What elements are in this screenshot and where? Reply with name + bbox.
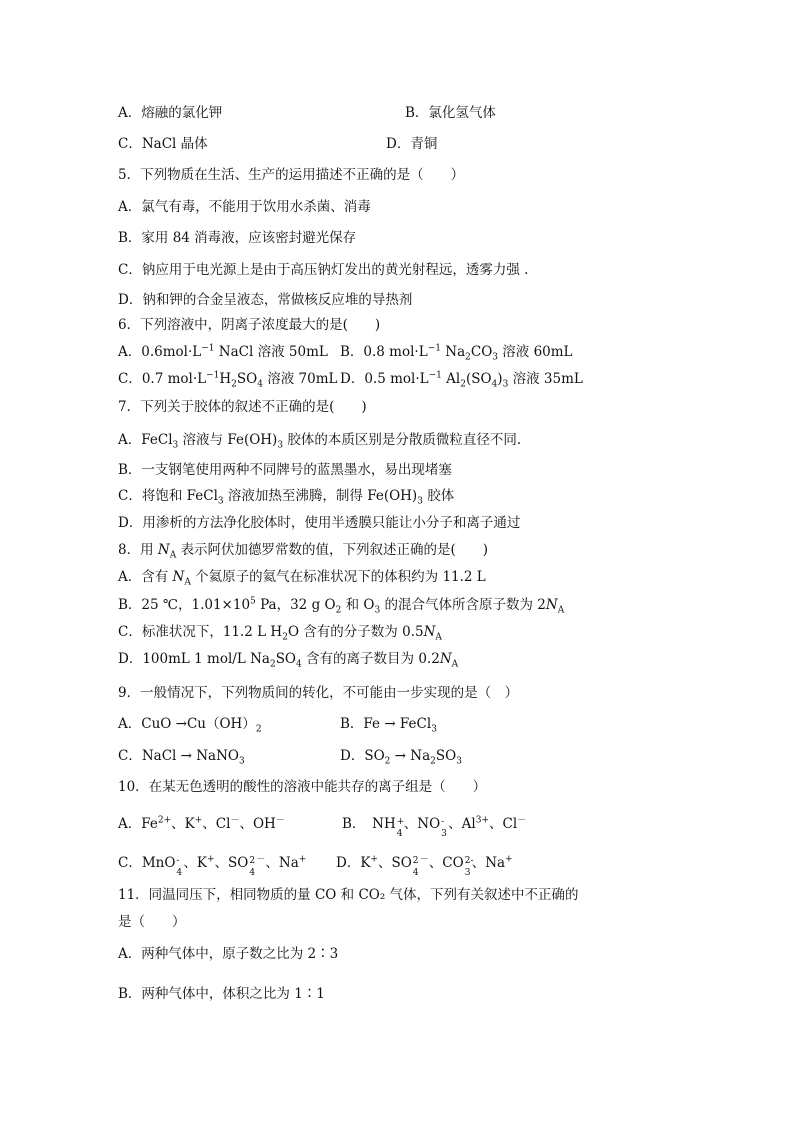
q4-option-d: D．青铜 xyxy=(386,136,438,152)
q6-stem: 6．下列溶液中，阴离子浓度最大的是( ) xyxy=(118,317,381,333)
q8-option-c-tail: 含有的分子数为 0.5 xyxy=(303,624,424,640)
q11-stem-line2: 是（ ） xyxy=(118,914,186,930)
q8-option-b: B．25 ℃，$1.01\times 10^5$ Pa，32 g $O_2$ 和 $O_3$ 的混合气体所含原子数为 $2N_A$ xyxy=(118,596,565,616)
q7-option-c: C．将饱和 FeCl$_3$ 溶液加热至沸腾，制得 $Fe(OH)_3$ 胶体 xyxy=(118,488,455,507)
q9-option-b: B．Fe → FeCl$_3$ xyxy=(340,716,437,735)
q9-option-c: C．NaCl → NaNO$_3$ xyxy=(118,748,245,767)
q10-option-a: A．$Fe^{2+}$、K+、Cl－、OH－ xyxy=(118,815,285,832)
q5-option-d: D．钠和钾的合金呈液态，常做核反应堆的导热剂 xyxy=(118,292,413,308)
q6-option-b: B．0.8 $mol\cdot L^{-1}$ $Na_2CO_3$ 溶液 60mL xyxy=(340,343,573,363)
q10-option-c: C．MnO - 4 、K+、SO 2 4 －、Na+ xyxy=(118,854,307,878)
q8-option-a: A．含有 $N_A$ 个氦原子的氦气在标准状况下的体积约为 11.2 L xyxy=(118,569,486,588)
q7-option-b: B．一支钢笔使用两种不同牌号的蓝黑墨水，易出现堵塞 xyxy=(118,462,452,478)
q4-option-c: C．NaCl 晶体 xyxy=(118,136,208,152)
q9-stem: 9．一般情况下，下列物质间的转化，不可能由一步实现的是（ ） xyxy=(118,685,519,701)
q8-option-c: C．标准状况下，11.2 L $H_2O$ 含有的分子数为 $0.5N_A$ xyxy=(118,624,442,643)
q6-option-c: C．0.7 $mol\cdot L^{-1}H_2SO_4$ 溶液 70mL xyxy=(118,370,338,390)
q5-option-a: A．氯气有毒，不能用于饮用水杀菌、消毒 xyxy=(118,199,371,215)
q10-stem: 10．在某无色透明的酸性的溶液中能共存的离子组是（ ） xyxy=(118,779,487,795)
q4-option-a: A．熔融的氯化钾 xyxy=(118,105,223,121)
q6-option-d: D．0.5 $mol\cdot L^{-1}$ $Al_2(SO_4)_3$ 溶液 35mL xyxy=(340,370,583,390)
q6-option-a: A．$0.6mol\cdot L^{-1}$ NaCl 溶液 50mL xyxy=(118,343,328,360)
q9-option-d: D．$SO_2 \to Na_2SO_3$ xyxy=(340,748,462,767)
q9-option-a: A．CuO $\to Cu(OH)_2$ xyxy=(118,716,262,735)
q5-option-b: B．家用 84 消毒液，应该密封避光保存 xyxy=(118,230,357,246)
q10-option-d: D．K+、SO 2 4 －、CO 2- 3 、Na+ xyxy=(336,854,513,878)
q11-option-a: A．两种气体中，原子数之比为 2∶3 xyxy=(118,946,339,962)
q8-option-d: D．100mL 1 mol/L $Na_2SO_4$ 含有的离子数目为 $0.2N_A$ xyxy=(118,651,459,670)
q5-option-c: C．钠应用于电光源上是由于高压钠灯发出的黄光射程远，透雾力强 . xyxy=(118,262,529,278)
q10-option-b: B． NH + 4 、NO - 3 、$Al^{3+}$、Cl－ xyxy=(342,815,527,839)
q11-stem-line1: 11．同温同压下，相同物质的量 CO 和 CO₂ 气体，下列有关叙述中不正确的 xyxy=(118,887,579,903)
q7-stem: 7．下列关于胶体的叙述不正确的是( ) xyxy=(118,399,367,415)
q8-stem: 8．用 $N_A$ 表示阿伏加德罗常数的值，下列叙述正确的是( ) xyxy=(118,542,489,561)
q5-stem: 5．下列物质在生活、生产的运用描述不正确的是（ ） xyxy=(118,167,465,183)
q4-option-b: B．氯化氢气体 xyxy=(405,105,496,121)
q7-option-d: D．用渗析的方法净化胶体时，使用半透膜只能让小分子和离子通过 xyxy=(118,515,521,531)
q11-option-b: B．两种气体中，体积之比为 1∶1 xyxy=(118,986,325,1002)
q7-option-a: A．FeCl$_3$ 溶液与 $Fe(OH)_3$ 胶体的本质区别是分散质微粒直径不同. xyxy=(118,432,522,451)
